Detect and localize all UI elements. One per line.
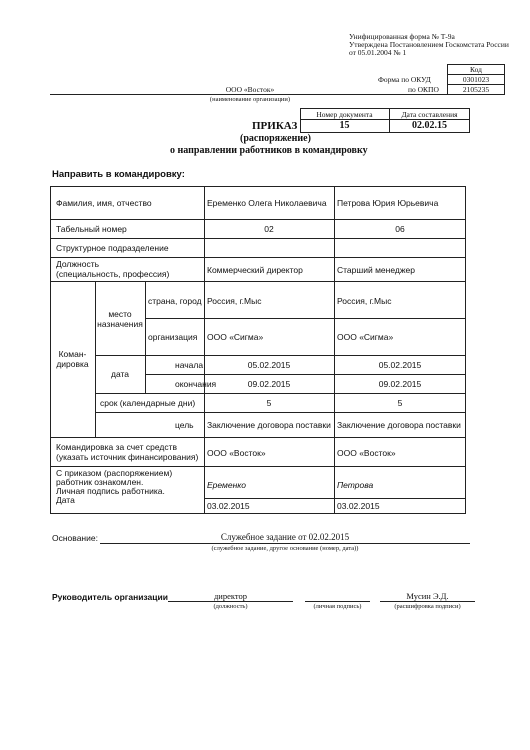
title-subject: о направлении работников в командировку [170, 145, 368, 156]
label-destination [95, 309, 145, 329]
label-ack-line2: работник ознакомлен. [56, 477, 144, 487]
form-header [349, 33, 509, 57]
codes-kod-label: Код [470, 65, 482, 74]
employee1-start: 05.02.2015 [247, 360, 291, 370]
label-tab-no: Табельный номер [56, 224, 127, 234]
trip-table [50, 186, 466, 514]
head-name-caption: (расшифровка подписи) [394, 603, 461, 610]
employee2-city: Россия, г.Мыс [337, 296, 392, 306]
employee2-days: 5 [397, 398, 403, 408]
label-acknowledgement [56, 469, 172, 505]
label-position-line1: Должность [56, 259, 100, 269]
okpo-value: 2105235 [462, 85, 490, 94]
okpo-label: по ОКПО [408, 85, 439, 94]
basis-label: Основание: [52, 533, 98, 543]
label-ack-line1: С приказом (распоряжением) [56, 468, 173, 478]
employee1-position: Коммерческий директор [207, 265, 303, 275]
employee2-end: 09.02.2015 [378, 379, 422, 389]
employee1-funding: ООО «Восток» [207, 448, 266, 458]
label-end: окончания [175, 379, 217, 389]
label-trip-line2: дировка [56, 359, 89, 369]
okud-label: Форма по ОКУД [378, 75, 431, 84]
employee1-tab-no: 02 [264, 224, 274, 234]
doc-number-label: Номер документа [316, 110, 373, 119]
head-label: Руководитель организации [52, 592, 168, 602]
organization-name: ООО «Восток» [225, 85, 275, 94]
employee1-days: 5 [266, 398, 272, 408]
employee2-org: ООО «Сигма» [337, 332, 394, 342]
head-name: Мусин Э.Д. [406, 591, 449, 601]
title-rasporyazhenie: (распоряжение) [240, 133, 311, 144]
employee2-goal: Заключение договора поставки [337, 420, 461, 430]
label-start: начала [175, 360, 204, 370]
label-funding-line2: (указать источник финансирования) [56, 452, 199, 462]
label-duration: срок (календарные дни) [100, 398, 196, 408]
employee1-signature: Еременко [207, 480, 247, 490]
employee2-position: Старший менеджер [337, 265, 415, 275]
head-position: директор [213, 591, 248, 601]
title-prikaz: ПРИКАЗ [252, 120, 298, 132]
label-trip-line1: Коман- [58, 349, 87, 359]
label-funding-line1: Командировка за счет средств [56, 442, 178, 452]
okud-value: 0301023 [462, 75, 490, 84]
label-fio: Фамилия, имя, отчество [56, 198, 152, 208]
employee2-funding: ООО «Восток» [337, 448, 396, 458]
employee2-tab-no: 06 [395, 224, 405, 234]
organization-caption: (наименование организации) [209, 96, 291, 103]
label-funding [56, 442, 198, 462]
form-header-line2: Утверждена Постановлением Госкомстата России [349, 40, 509, 49]
label-trip [50, 349, 95, 369]
label-destination-line1: место [108, 309, 132, 319]
form-header-line1: Унифицированная форма № Т-9а [349, 32, 455, 41]
head-position-caption: (должность) [213, 603, 248, 610]
label-position [56, 259, 169, 279]
employee1-org: ООО «Сигма» [207, 332, 264, 342]
doc-date-label: Дата составления [401, 110, 458, 119]
basis-value: Служебное задание от 02.02.2015 [220, 532, 350, 542]
doc-number-value: 15 [339, 120, 350, 131]
employee1-ack-date: 03.02.2015 [207, 501, 250, 511]
basis-caption: (служебное задание, другое основание (номер, дата)) [211, 545, 359, 552]
label-ack-line3: Личная подпись работника. [56, 486, 165, 496]
employee1-end: 09.02.2015 [247, 379, 291, 389]
employee2-ack-date: 03.02.2015 [337, 501, 380, 511]
label-organization: организация [148, 332, 198, 342]
employee2-signature: Петрова [337, 480, 374, 490]
employee1-city: Россия, г.Мыс [207, 296, 262, 306]
employee1-goal: Заключение договора поставки [207, 420, 331, 430]
section-heading: Направить в командировку: [52, 169, 185, 180]
form-header-line3: от 05.01.2004 № 1 [349, 48, 407, 57]
label-position-line2: (специальность, профессия) [56, 269, 170, 279]
employee2-fio: Петрова Юрия Юрьевича [337, 198, 439, 208]
label-date: дата [110, 369, 130, 379]
label-destination-line2: назначения [97, 319, 143, 329]
employee1-fio: Еременко Олега Николаевича [207, 198, 327, 208]
label-country-city: страна, город [148, 296, 202, 306]
doc-date-value: 02.02.15 [412, 120, 447, 131]
label-ack-line4: Дата [56, 495, 75, 505]
head-signature-caption: (личная подпись) [313, 603, 362, 610]
employee2-start: 05.02.2015 [378, 360, 422, 370]
label-goal: цель [175, 420, 194, 430]
label-dept: Структурное подразделение [56, 243, 169, 253]
